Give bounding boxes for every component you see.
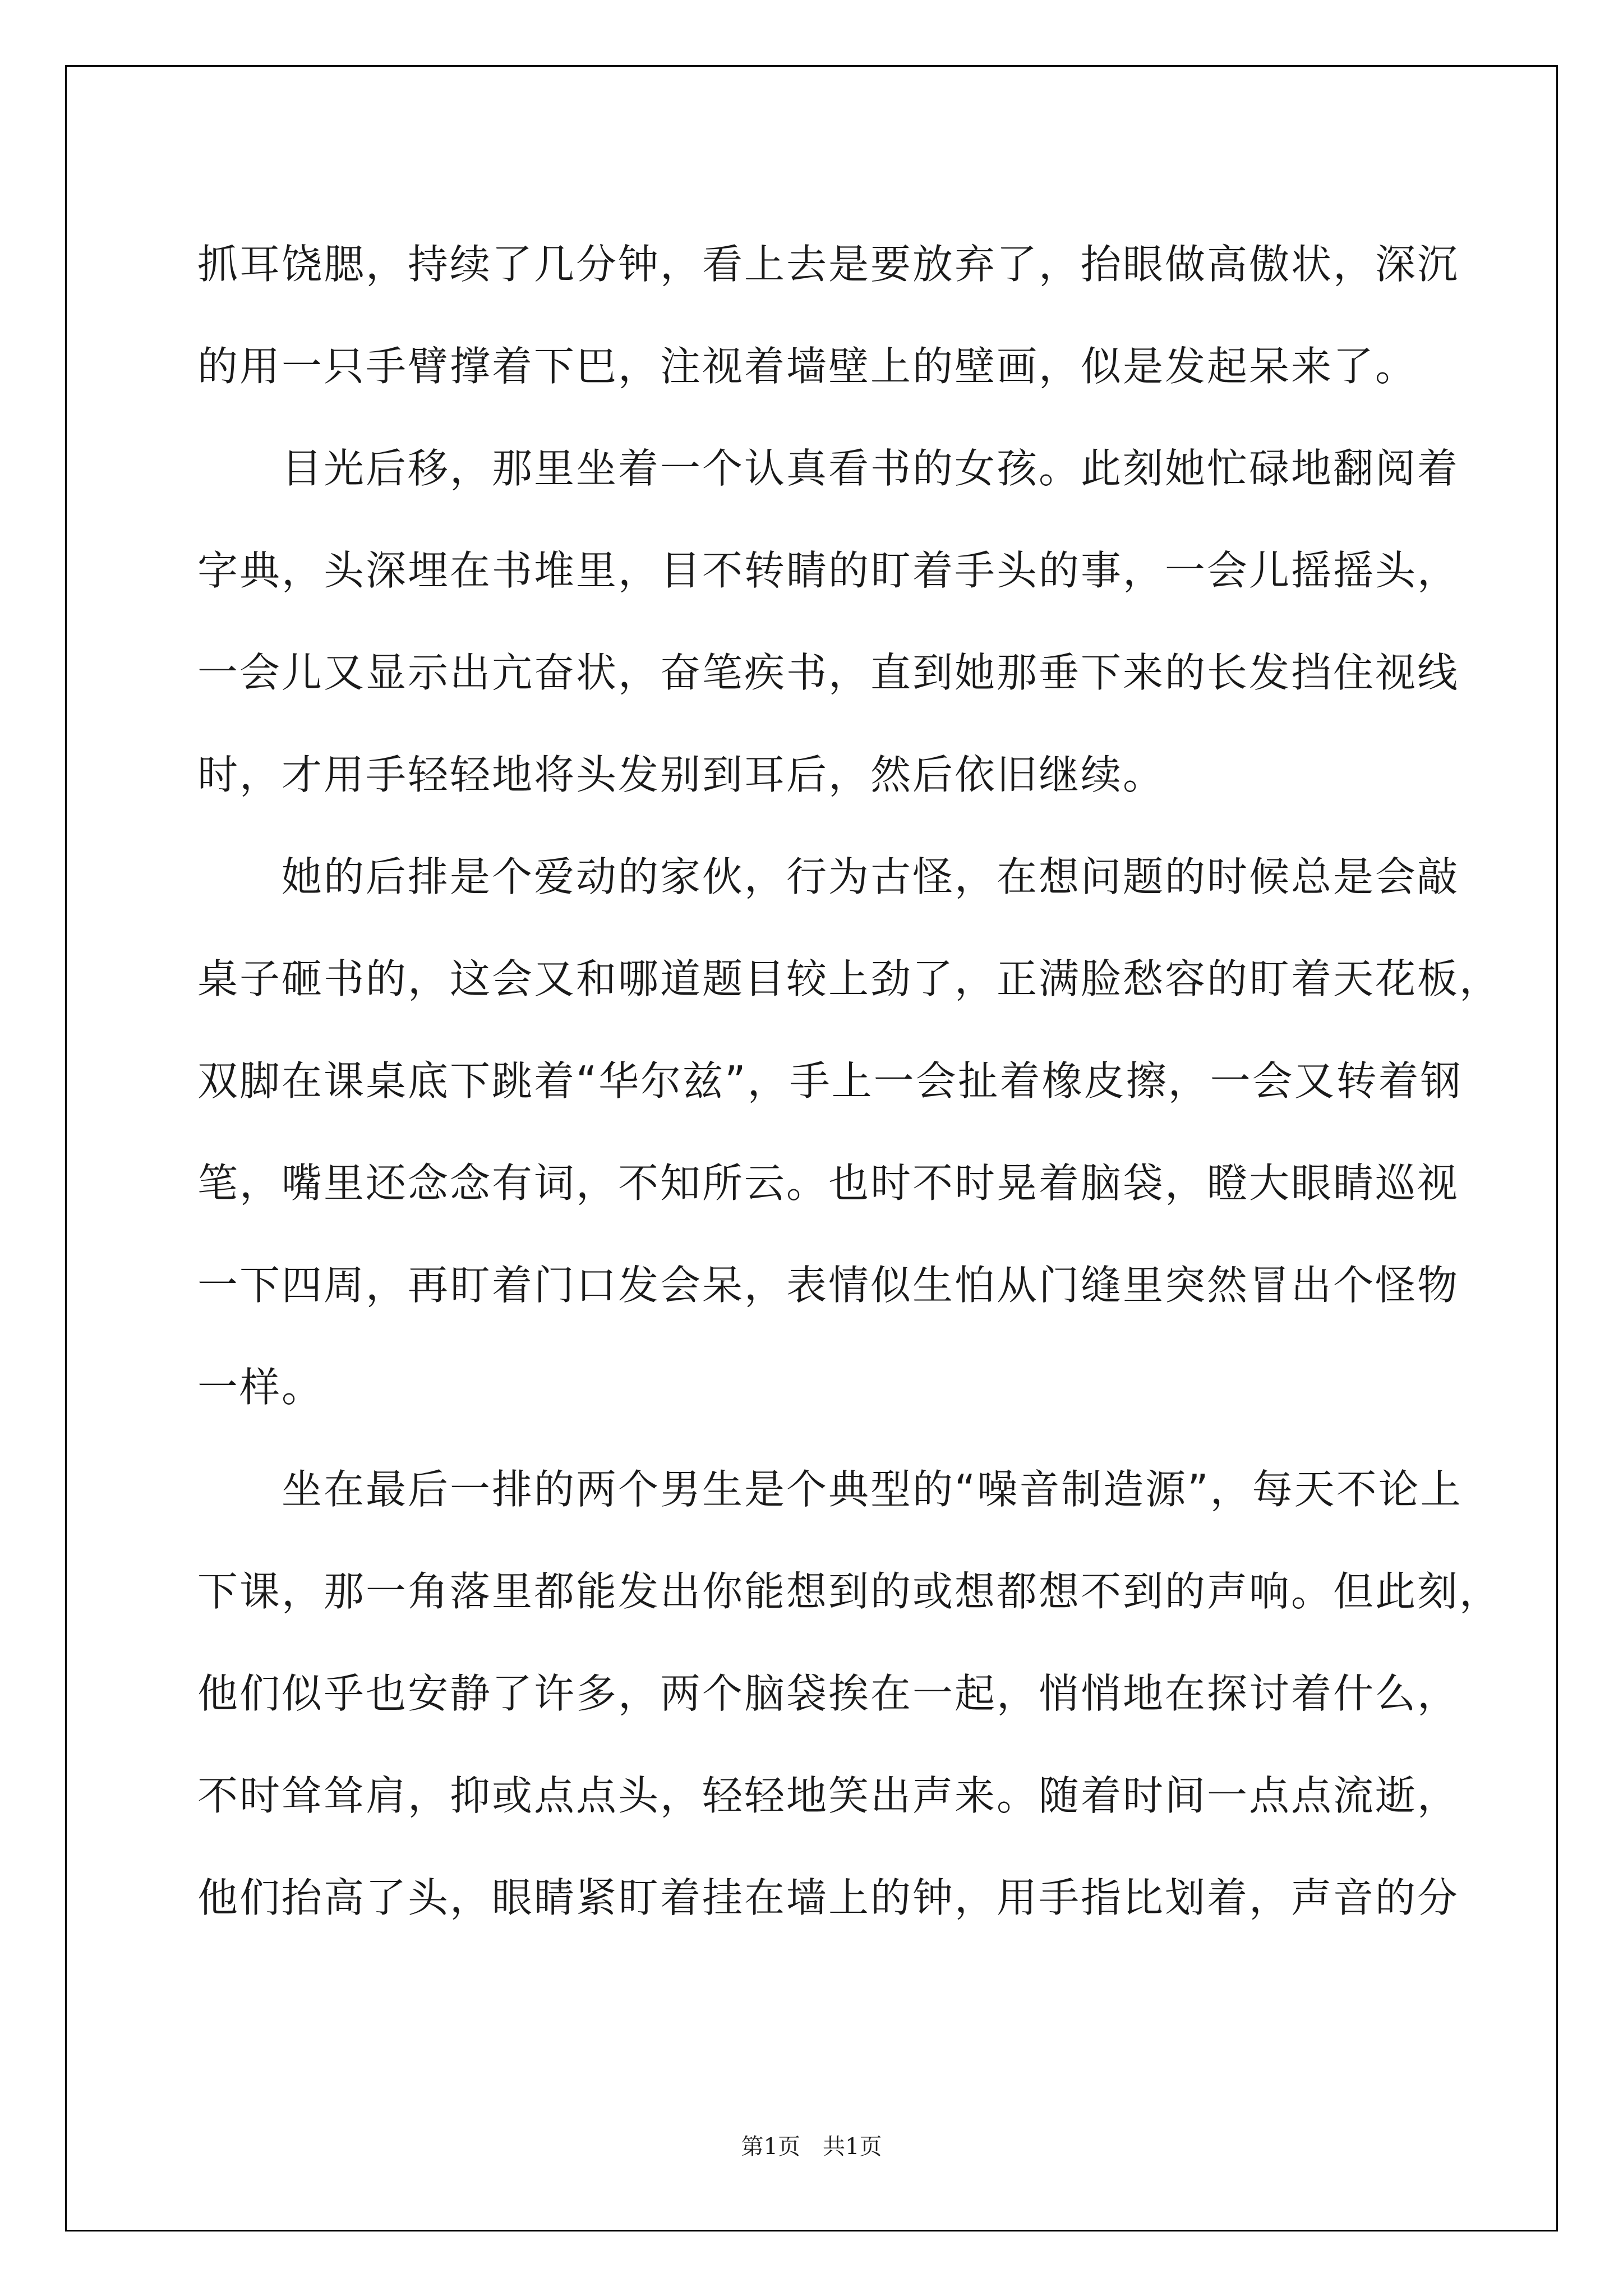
text-line: 他们抬高了头，眼睛紧盯着挂在墙上的钟，用手指比划着，声音的分 — [197, 1874, 1460, 1921]
text-line: 时，才用手轻轻地将头发别到耳后，然后依旧继续。 — [197, 751, 1165, 798]
text-line: 他们似乎也安静了许多，两个脑袋挨在一起，悄悄地在探讨着什么， — [197, 1670, 1460, 1717]
text-line: 她的后排是个爱动的家伙，行为古怪，在想问题的时候总是会敲 — [197, 853, 1460, 900]
text-line: 笔，嘴里还念念有词，不知所云。也时不时晃着脑袋，瞪大眼睛巡视 — [197, 1159, 1460, 1207]
text-line: 一样。 — [197, 1364, 324, 1411]
text-line: 目光后移，那里坐着一个认真看书的女孩。此刻她忙碌地翻阅着 — [197, 445, 1460, 492]
text-line: 坐在最后一排的两个男生是个典型的“噪音制造源”，每天不论上 — [197, 1466, 1463, 1513]
document-body — [197, 213, 1502, 1949]
text-line: 抓耳饶腮，持续了几分钟，看上去是要放弃了，抬眼做高傲状，深沉 — [197, 241, 1460, 288]
text-line: 桌子砸书的，这会又和哪道题目较上劲了，正满脸愁容的盯着天花板， — [197, 955, 1502, 1002]
text-line: 字典，头深埋在书堆里，目不转睛的盯着手头的事，一会儿摇摇头， — [197, 547, 1460, 594]
text-line: 的用一只手臂撑着下巴，注视着墙壁上的壁画，似是发起呆来了。 — [197, 343, 1418, 390]
page-footer: 第1页 共1页 — [741, 2134, 882, 2160]
text-line: 不时耸耸肩，抑或点点头，轻轻地笑出声来。随着时间一点点流逝， — [197, 1772, 1460, 1819]
text-line: 双脚在课桌底下跳着“华尔兹”，手上一会扯着橡皮擦，一会又转着钢 — [197, 1057, 1463, 1105]
text-line: 一下四周，再盯着门口发会呆，表情似生怕从门缝里突然冒出个怪物 — [197, 1262, 1460, 1309]
text-line: 下课，那一角落里都能发出你能想到的或想都想不到的声响。但此刻， — [197, 1568, 1502, 1615]
text-line: 一会儿又显示出亢奋状，奋笔疾书，直到她那垂下来的长发挡住视线 — [197, 649, 1460, 696]
